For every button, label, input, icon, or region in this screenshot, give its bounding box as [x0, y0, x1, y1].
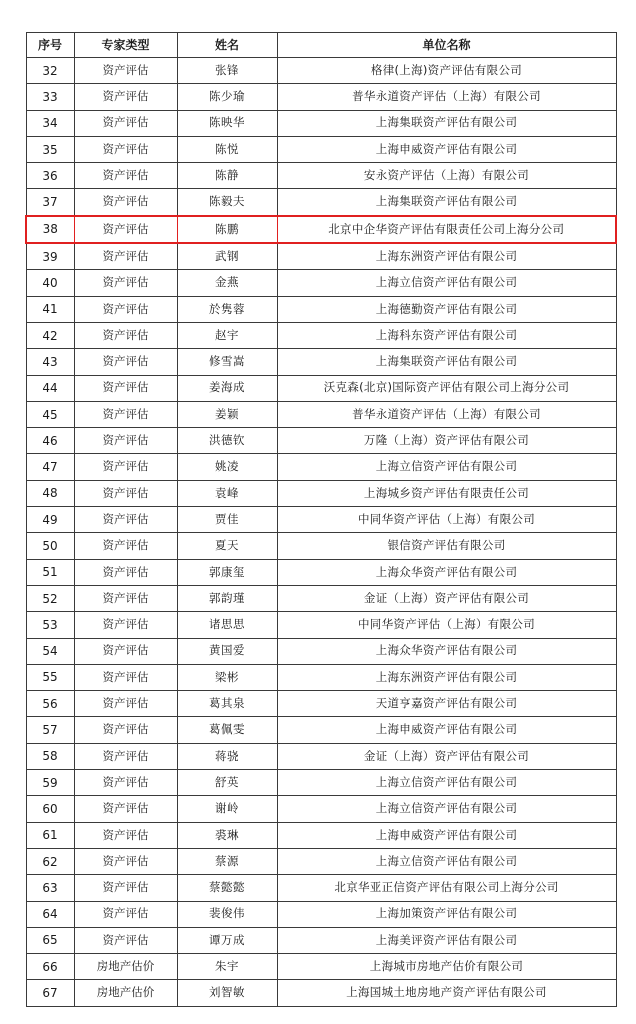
cell-name: 刘智敏 — [177, 980, 277, 1006]
table-row — [26, 927, 616, 953]
table-row — [26, 507, 616, 533]
cell-seq: 52 — [26, 585, 74, 611]
cell-name: 贾佳 — [177, 507, 277, 533]
cell-expert-type: 资产评估 — [74, 243, 177, 270]
cell-name: 姚凌 — [177, 454, 277, 480]
cell-expert-type: 资产评估 — [74, 216, 177, 243]
cell-expert-type: 资产评估 — [74, 822, 177, 848]
cell-unit-name: 格律(上海)资产评估有限公司 — [277, 58, 616, 84]
cell-expert-type: 资产评估 — [74, 270, 177, 296]
cell-seq: 36 — [26, 163, 74, 189]
cell-name: 武钢 — [177, 243, 277, 270]
cell-unit-name: 上海立信资产评估有限公司 — [277, 270, 616, 296]
cell-unit-name: 上海城市房地产估价有限公司 — [277, 954, 616, 980]
table-row — [26, 136, 616, 162]
cell-name: 张锋 — [177, 58, 277, 84]
cell-unit-name: 北京华亚正信资产评估有限公司上海分公司 — [277, 875, 616, 901]
table-row — [26, 454, 616, 480]
table-row — [26, 243, 616, 270]
cell-expert-type: 资产评估 — [74, 770, 177, 796]
cell-unit-name: 普华永道资产评估（上海）有限公司 — [277, 84, 616, 110]
cell-expert-type: 资产评估 — [74, 927, 177, 953]
cell-expert-type: 资产评估 — [74, 136, 177, 162]
cell-expert-type: 资产评估 — [74, 375, 177, 401]
cell-expert-type: 资产评估 — [74, 664, 177, 690]
cell-name: 谢岭 — [177, 796, 277, 822]
cell-name: 陈少瑜 — [177, 84, 277, 110]
cell-unit-name: 上海申威资产评估有限公司 — [277, 717, 616, 743]
cell-name: 葛佩雯 — [177, 717, 277, 743]
cell-name: 裴俊伟 — [177, 901, 277, 927]
cell-name: 陈毅夫 — [177, 189, 277, 216]
cell-unit-name: 银信资产评估有限公司 — [277, 533, 616, 559]
cell-expert-type: 资产评估 — [74, 901, 177, 927]
cell-name: 修雪嵩 — [177, 349, 277, 375]
cell-unit-name: 普华永道资产评估（上海）有限公司 — [277, 401, 616, 427]
cell-seq: 46 — [26, 428, 74, 454]
cell-name: 诸思思 — [177, 612, 277, 638]
cell-name: 蔡源 — [177, 848, 277, 874]
cell-expert-type: 资产评估 — [74, 796, 177, 822]
cell-unit-name: 上海众华资产评估有限公司 — [277, 559, 616, 585]
table-row — [26, 58, 616, 84]
cell-name: 朱宇 — [177, 954, 277, 980]
cell-unit-name: 上海立信资产评估有限公司 — [277, 454, 616, 480]
cell-expert-type: 资产评估 — [74, 480, 177, 506]
table-row — [26, 84, 616, 110]
cell-unit-name: 北京中企华资产评估有限责任公司上海分公司 — [277, 216, 616, 243]
cell-unit-name: 上海众华资产评估有限公司 — [277, 638, 616, 664]
cell-name: 洪德钦 — [177, 428, 277, 454]
table-row — [26, 822, 616, 848]
cell-unit-name: 上海申威资产评估有限公司 — [277, 822, 616, 848]
cell-seq: 37 — [26, 189, 74, 216]
table-row — [26, 848, 616, 874]
table-row — [26, 401, 616, 427]
table-row — [26, 717, 616, 743]
cell-expert-type: 资产评估 — [74, 848, 177, 874]
cell-seq: 57 — [26, 717, 74, 743]
cell-expert-type: 房地产估价 — [74, 980, 177, 1006]
cell-unit-name: 上海德勤资产评估有限公司 — [277, 296, 616, 322]
cell-seq: 48 — [26, 480, 74, 506]
cell-expert-type: 资产评估 — [74, 428, 177, 454]
cell-unit-name: 天道亨嘉资产评估有限公司 — [277, 691, 616, 717]
cell-unit-name: 上海立信资产评估有限公司 — [277, 848, 616, 874]
cell-name: 赵宇 — [177, 322, 277, 348]
cell-seq: 55 — [26, 664, 74, 690]
cell-unit-name: 上海科东资产评估有限公司 — [277, 322, 616, 348]
cell-seq: 67 — [26, 980, 74, 1006]
cell-name: 袁峰 — [177, 480, 277, 506]
table-row — [26, 980, 616, 1006]
table-row — [26, 533, 616, 559]
cell-expert-type: 资产评估 — [74, 638, 177, 664]
cell-name: 梁彬 — [177, 664, 277, 690]
cell-unit-name: 上海加策资产评估有限公司 — [277, 901, 616, 927]
cell-unit-name: 上海城乡资产评估有限责任公司 — [277, 480, 616, 506]
cell-name: 姜颖 — [177, 401, 277, 427]
cell-seq: 54 — [26, 638, 74, 664]
table-row — [26, 110, 616, 136]
cell-name: 金燕 — [177, 270, 277, 296]
cell-unit-name: 上海申威资产评估有限公司 — [277, 136, 616, 162]
table-row — [26, 189, 616, 216]
cell-expert-type: 资产评估 — [74, 322, 177, 348]
cell-unit-name: 上海国城土地房地产资产评估有限公司 — [277, 980, 616, 1006]
cell-seq: 64 — [26, 901, 74, 927]
cell-seq: 49 — [26, 507, 74, 533]
cell-seq: 66 — [26, 954, 74, 980]
cell-seq: 34 — [26, 110, 74, 136]
cell-expert-type: 资产评估 — [74, 189, 177, 216]
cell-expert-type: 资产评估 — [74, 612, 177, 638]
cell-seq: 32 — [26, 58, 74, 84]
cell-seq: 50 — [26, 533, 74, 559]
cell-seq: 45 — [26, 401, 74, 427]
table-row — [26, 585, 616, 611]
cell-name: 夏天 — [177, 533, 277, 559]
header-unit-name: 单位名称 — [277, 33, 616, 58]
cell-name: 蒋骁 — [177, 743, 277, 769]
table-row — [26, 691, 616, 717]
cell-name: 陈映华 — [177, 110, 277, 136]
cell-unit-name: 上海东洲资产评估有限公司 — [277, 243, 616, 270]
cell-unit-name: 上海立信资产评估有限公司 — [277, 770, 616, 796]
cell-seq: 44 — [26, 375, 74, 401]
table-row — [26, 612, 616, 638]
cell-unit-name: 中同华资产评估（上海）有限公司 — [277, 612, 616, 638]
cell-name: 舒英 — [177, 770, 277, 796]
table-row — [26, 349, 616, 375]
table-row — [26, 664, 616, 690]
cell-expert-type: 资产评估 — [74, 875, 177, 901]
table-row — [26, 559, 616, 585]
cell-expert-type: 资产评估 — [74, 585, 177, 611]
cell-expert-type: 资产评估 — [74, 533, 177, 559]
cell-unit-name: 上海立信资产评估有限公司 — [277, 796, 616, 822]
cell-unit-name: 上海美评资产评估有限公司 — [277, 927, 616, 953]
table-row — [26, 270, 616, 296]
table-row — [26, 901, 616, 927]
cell-name: 郭康玺 — [177, 559, 277, 585]
cell-seq: 40 — [26, 270, 74, 296]
table-row-highlighted — [26, 216, 616, 243]
cell-name: 郭韵瑾 — [177, 585, 277, 611]
cell-unit-name: 沃克森(北京)国际资产评估有限公司上海分公司 — [277, 375, 616, 401]
cell-seq: 65 — [26, 927, 74, 953]
table-header-row — [26, 33, 616, 58]
cell-expert-type: 资产评估 — [74, 559, 177, 585]
cell-seq: 60 — [26, 796, 74, 822]
cell-name: 於隽蓉 — [177, 296, 277, 322]
cell-name: 葛其泉 — [177, 691, 277, 717]
cell-expert-type: 资产评估 — [74, 717, 177, 743]
table-row — [26, 875, 616, 901]
cell-seq: 53 — [26, 612, 74, 638]
cell-expert-type: 资产评估 — [74, 454, 177, 480]
table-row — [26, 638, 616, 664]
cell-unit-name: 中同华资产评估（上海）有限公司 — [277, 507, 616, 533]
cell-seq: 58 — [26, 743, 74, 769]
header-name: 姓名 — [177, 33, 277, 58]
table-row — [26, 480, 616, 506]
cell-seq: 39 — [26, 243, 74, 270]
cell-unit-name: 上海集联资产评估有限公司 — [277, 349, 616, 375]
cell-expert-type: 资产评估 — [74, 349, 177, 375]
cell-expert-type: 资产评估 — [74, 84, 177, 110]
table-row — [26, 375, 616, 401]
cell-unit-name: 金证（上海）资产评估有限公司 — [277, 585, 616, 611]
cell-seq: 42 — [26, 322, 74, 348]
cell-expert-type: 资产评估 — [74, 296, 177, 322]
table-row — [26, 296, 616, 322]
cell-expert-type: 资产评估 — [74, 691, 177, 717]
header-expert-type: 专家类型 — [74, 33, 177, 58]
cell-seq: 61 — [26, 822, 74, 848]
cell-expert-type: 资产评估 — [74, 743, 177, 769]
cell-seq: 33 — [26, 84, 74, 110]
table-row — [26, 428, 616, 454]
cell-unit-name: 万隆（上海）资产评估有限公司 — [277, 428, 616, 454]
cell-name: 谭万成 — [177, 927, 277, 953]
cell-seq: 59 — [26, 770, 74, 796]
table-row — [26, 770, 616, 796]
cell-seq: 62 — [26, 848, 74, 874]
cell-unit-name: 安永资产评估（上海）有限公司 — [277, 163, 616, 189]
cell-unit-name: 上海东洲资产评估有限公司 — [277, 664, 616, 690]
cell-expert-type: 资产评估 — [74, 110, 177, 136]
cell-seq: 51 — [26, 559, 74, 585]
cell-seq: 43 — [26, 349, 74, 375]
cell-seq: 38 — [26, 216, 74, 243]
cell-unit-name: 上海集联资产评估有限公司 — [277, 110, 616, 136]
cell-expert-type: 资产评估 — [74, 163, 177, 189]
table-row — [26, 322, 616, 348]
cell-name: 蔡懿懿 — [177, 875, 277, 901]
table-row — [26, 954, 616, 980]
expert-list-table — [25, 32, 617, 1007]
cell-name: 陈悦 — [177, 136, 277, 162]
cell-unit-name: 金证（上海）资产评估有限公司 — [277, 743, 616, 769]
cell-seq: 41 — [26, 296, 74, 322]
table-row — [26, 796, 616, 822]
header-seq: 序号 — [26, 33, 74, 58]
cell-seq: 63 — [26, 875, 74, 901]
cell-seq: 35 — [26, 136, 74, 162]
cell-seq: 47 — [26, 454, 74, 480]
cell-name: 陈静 — [177, 163, 277, 189]
table-row — [26, 743, 616, 769]
table-body — [26, 58, 616, 1007]
cell-expert-type: 资产评估 — [74, 401, 177, 427]
cell-name: 姜海成 — [177, 375, 277, 401]
cell-expert-type: 资产评估 — [74, 58, 177, 84]
cell-unit-name: 上海集联资产评估有限公司 — [277, 189, 616, 216]
table-row — [26, 163, 616, 189]
cell-expert-type: 房地产估价 — [74, 954, 177, 980]
cell-seq: 56 — [26, 691, 74, 717]
cell-expert-type: 资产评估 — [74, 507, 177, 533]
cell-name: 裘琳 — [177, 822, 277, 848]
cell-name: 黄国爱 — [177, 638, 277, 664]
cell-name: 陈鹏 — [177, 216, 277, 243]
